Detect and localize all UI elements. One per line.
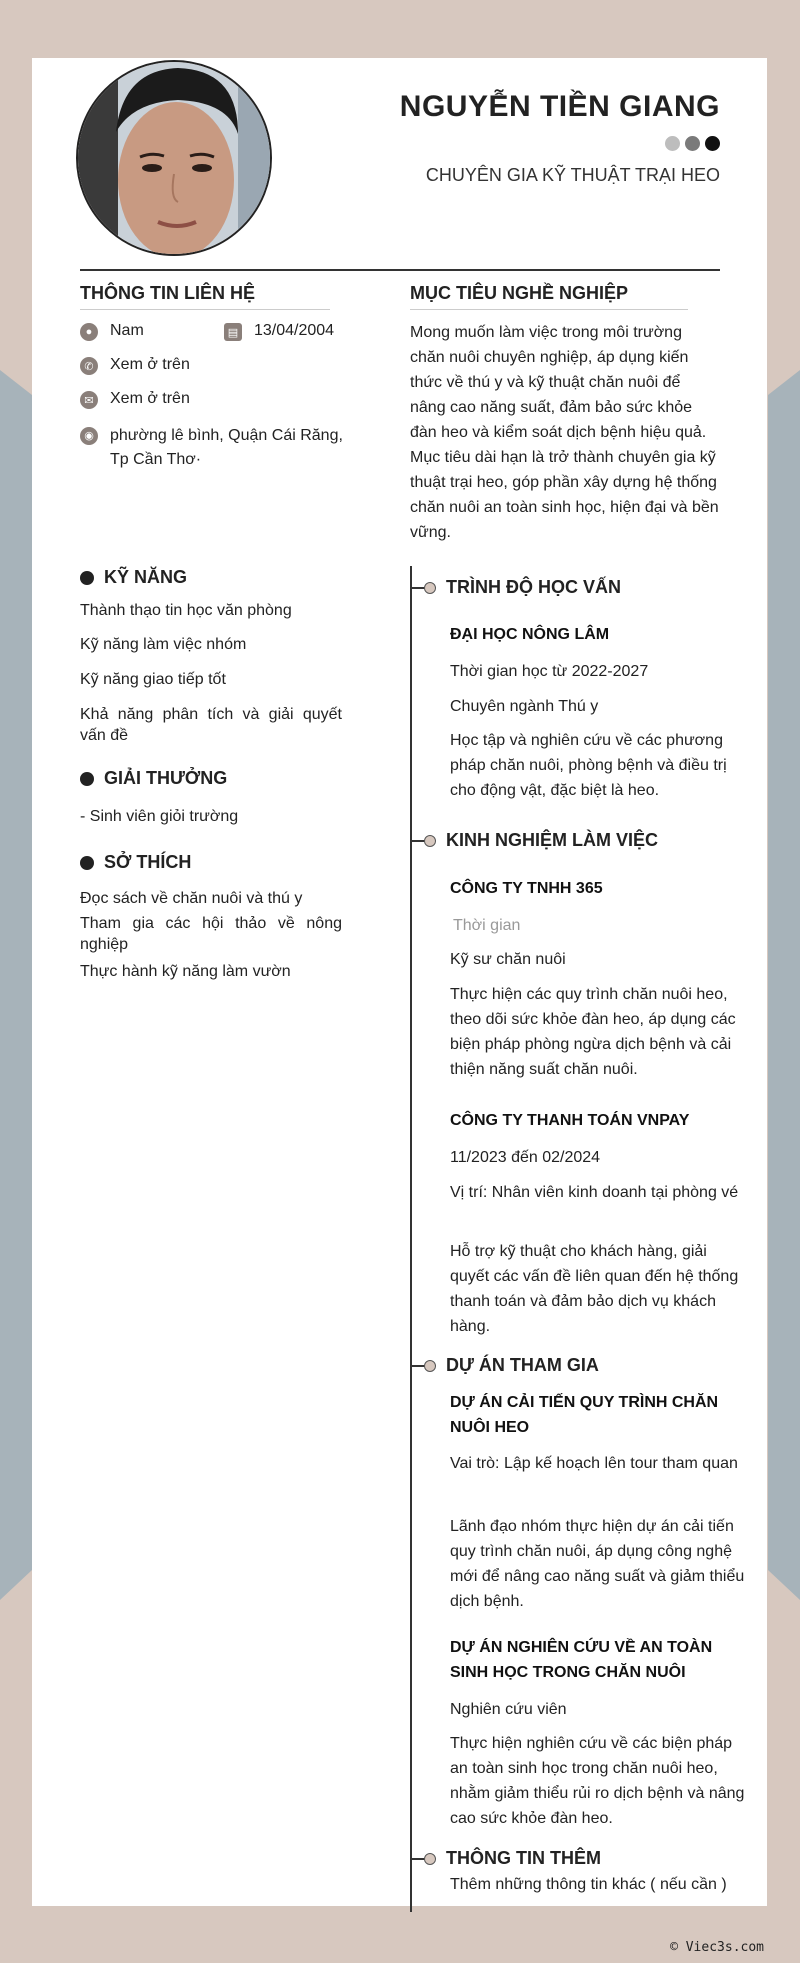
- project-desc: Lãnh đạo nhóm thực hiện dự án cải tiến quy trình chăn nuôi, áp dụng công nghệ mới để nâng cao năng suất và giảm thiểu dịch bệnh.: [450, 1518, 745, 1610]
- birthday-value: 13/04/2004: [254, 322, 335, 339]
- phone-icon: ✆: [80, 357, 98, 375]
- bullet-icon: [80, 772, 94, 786]
- projects-heading: [410, 1355, 599, 1376]
- job-time: Thời gian: [453, 917, 521, 934]
- timeline-node-icon: [424, 1360, 436, 1372]
- dot-light: [665, 136, 680, 151]
- contact-gender: [80, 322, 144, 341]
- project-role: Vai trò: Lập kế hoạch lên tour tham quan: [450, 1455, 738, 1472]
- objective-underline: [410, 309, 688, 310]
- objective-heading: MỤC TIÊU NGHỀ NGHIỆP: [410, 283, 629, 303]
- education-time: Thời gian học từ 2022-2027: [450, 663, 649, 680]
- timeline-line: [410, 566, 412, 1912]
- hobbies-heading-label: SỞ THÍCH: [104, 852, 192, 872]
- project-desc: Thực hiện nghiên cứu về các biện pháp an toàn sinh học trong chăn nuôi heo, nhằm giảm thiểu rủi ro dịch bệnh và nâng cao sức khỏe đàn heo.: [450, 1735, 745, 1827]
- project-name: DỰ ÁN NGHIÊN CỨU VỀ AN TOÀN SINH HỌC TRONG CHĂN NUÔI: [450, 1639, 713, 1681]
- skill-item: Thành thạo tin học văn phòng: [80, 602, 292, 619]
- education-heading-label: TRÌNH ĐỘ HỌC VẤN: [446, 577, 621, 597]
- contact-email: [80, 390, 190, 409]
- project-name: DỰ ÁN CẢI TIẾN QUY TRÌNH CHĂN NUÔI HEO: [450, 1394, 719, 1436]
- contact-underline: [80, 309, 330, 310]
- extra-text: Thêm những thông tin khác ( nếu cần ): [450, 1876, 727, 1893]
- location-pin-icon: ◉: [80, 427, 98, 445]
- contact-address: [80, 424, 350, 472]
- skills-heading-label: KỸ NĂNG: [104, 567, 188, 587]
- objective-text: Mong muốn làm việc trong môi trường chăn nuôi chuyên nghiệp, áp dụng kiến thức về thú y và kỹ thuật chăn nuôi để nâng cao năng suất, đảm bảo sức khỏe đàn heo và kiểm soát dịch bệnh hiệu quả. Mục tiêu dài hạn là trở thành chuyên gia kỹ thuật trại heo, góp phần xây dựng hệ thống chăn nuôi an toàn sinh học, hiện đại và bền vững.: [410, 324, 719, 541]
- timeline-node-icon: [424, 1853, 436, 1865]
- project-role: Nghiên cứu viên: [450, 1701, 567, 1718]
- extra-heading: [410, 1848, 601, 1869]
- bullet-icon: [80, 856, 94, 870]
- skill-item: Kỹ năng giao tiếp tốt: [80, 671, 226, 688]
- hobby-item: Đọc sách về chăn nuôi và thú y: [80, 890, 303, 907]
- job-position: Vị trí: Nhân viên kinh doanh tại phòng vé: [450, 1184, 739, 1201]
- education-major: Chuyên ngành Thú y: [450, 698, 599, 715]
- contact-heading: THÔNG TIN LIÊN HỆ: [80, 283, 255, 303]
- gender-value: Nam: [110, 322, 144, 339]
- candidate-name: NGUYỄN TIỀN GIANG: [399, 90, 720, 123]
- bullet-icon: [80, 571, 94, 585]
- projects-heading-label: DỰ ÁN THAM GIA: [446, 1355, 599, 1375]
- face-illustration: [78, 62, 272, 256]
- dot-dark: [705, 136, 720, 151]
- job-desc: Hỗ trợ kỹ thuật cho khách hàng, giải quyết các vấn đề liên quan đến hệ thống thanh toán và đảm bảo dịch vụ khách hàng.: [450, 1243, 739, 1335]
- company-name: CÔNG TY THANH TOÁN VNPAY: [450, 1112, 690, 1129]
- awards-heading: [80, 768, 227, 789]
- job-desc: Thực hiện các quy trình chăn nuôi heo, theo dõi sức khỏe đàn heo, áp dụng các biện pháp phòng ngừa dịch bệnh và cải thiện năng suất chăn nuôi.: [450, 986, 736, 1078]
- hobbies-heading: [80, 852, 191, 873]
- email-value: Xem ở trên: [110, 390, 190, 407]
- school-name: ĐẠI HỌC NÔNG LÂM: [450, 626, 610, 643]
- job-title: CHUYÊN GIA KỸ THUẬT TRẠI HEO: [425, 165, 720, 185]
- skill-item: Khả năng phân tích và giải quyết vấn đề: [80, 706, 342, 744]
- skill-item: Kỹ năng làm việc nhóm: [80, 636, 247, 653]
- calendar-icon: ▤: [224, 323, 242, 341]
- experience-heading-label: KINH NGHIỆM LÀM VIỆC: [446, 830, 659, 850]
- address-value: phường lê bình, Quận Cái Răng, Tp Cần Thơ·: [110, 427, 343, 468]
- email-icon: ✉: [80, 391, 98, 409]
- decor-dots: [665, 136, 720, 151]
- company-name: CÔNG TY TNHH 365: [450, 880, 603, 897]
- profile-photo: [76, 60, 272, 256]
- timeline-node-icon: [424, 835, 436, 847]
- person-icon: ●: [80, 323, 98, 341]
- dot-mid: [685, 136, 700, 151]
- education-heading: [410, 577, 621, 598]
- experience-heading: [410, 830, 658, 851]
- extra-heading-label: THÔNG TIN THÊM: [446, 1848, 601, 1868]
- contact-birthday: [224, 322, 334, 341]
- phone-value: Xem ở trên: [110, 356, 190, 373]
- timeline-node-icon: [424, 582, 436, 594]
- watermark: © Viec3s.com: [670, 1940, 764, 1955]
- awards-heading-label: GIẢI THƯỞNG: [104, 768, 228, 788]
- header-divider: [80, 269, 720, 271]
- hobby-item: Thực hành kỹ năng làm vườn: [80, 963, 291, 980]
- job-time: 11/2023 đến 02/2024: [450, 1149, 601, 1166]
- job-position: Kỹ sư chăn nuôi: [450, 951, 566, 968]
- skills-heading: [80, 567, 187, 588]
- education-desc: Học tập và nghiên cứu về các phương pháp chăn nuôi, phòng bệnh và điều trị cho động vật, đặc biệt là heo.: [450, 732, 727, 799]
- award-item: - Sinh viên giỏi trường: [80, 808, 239, 825]
- contact-phone: [80, 356, 190, 375]
- hobby-item: Tham gia các hội thảo về nông nghiệp: [80, 915, 342, 953]
